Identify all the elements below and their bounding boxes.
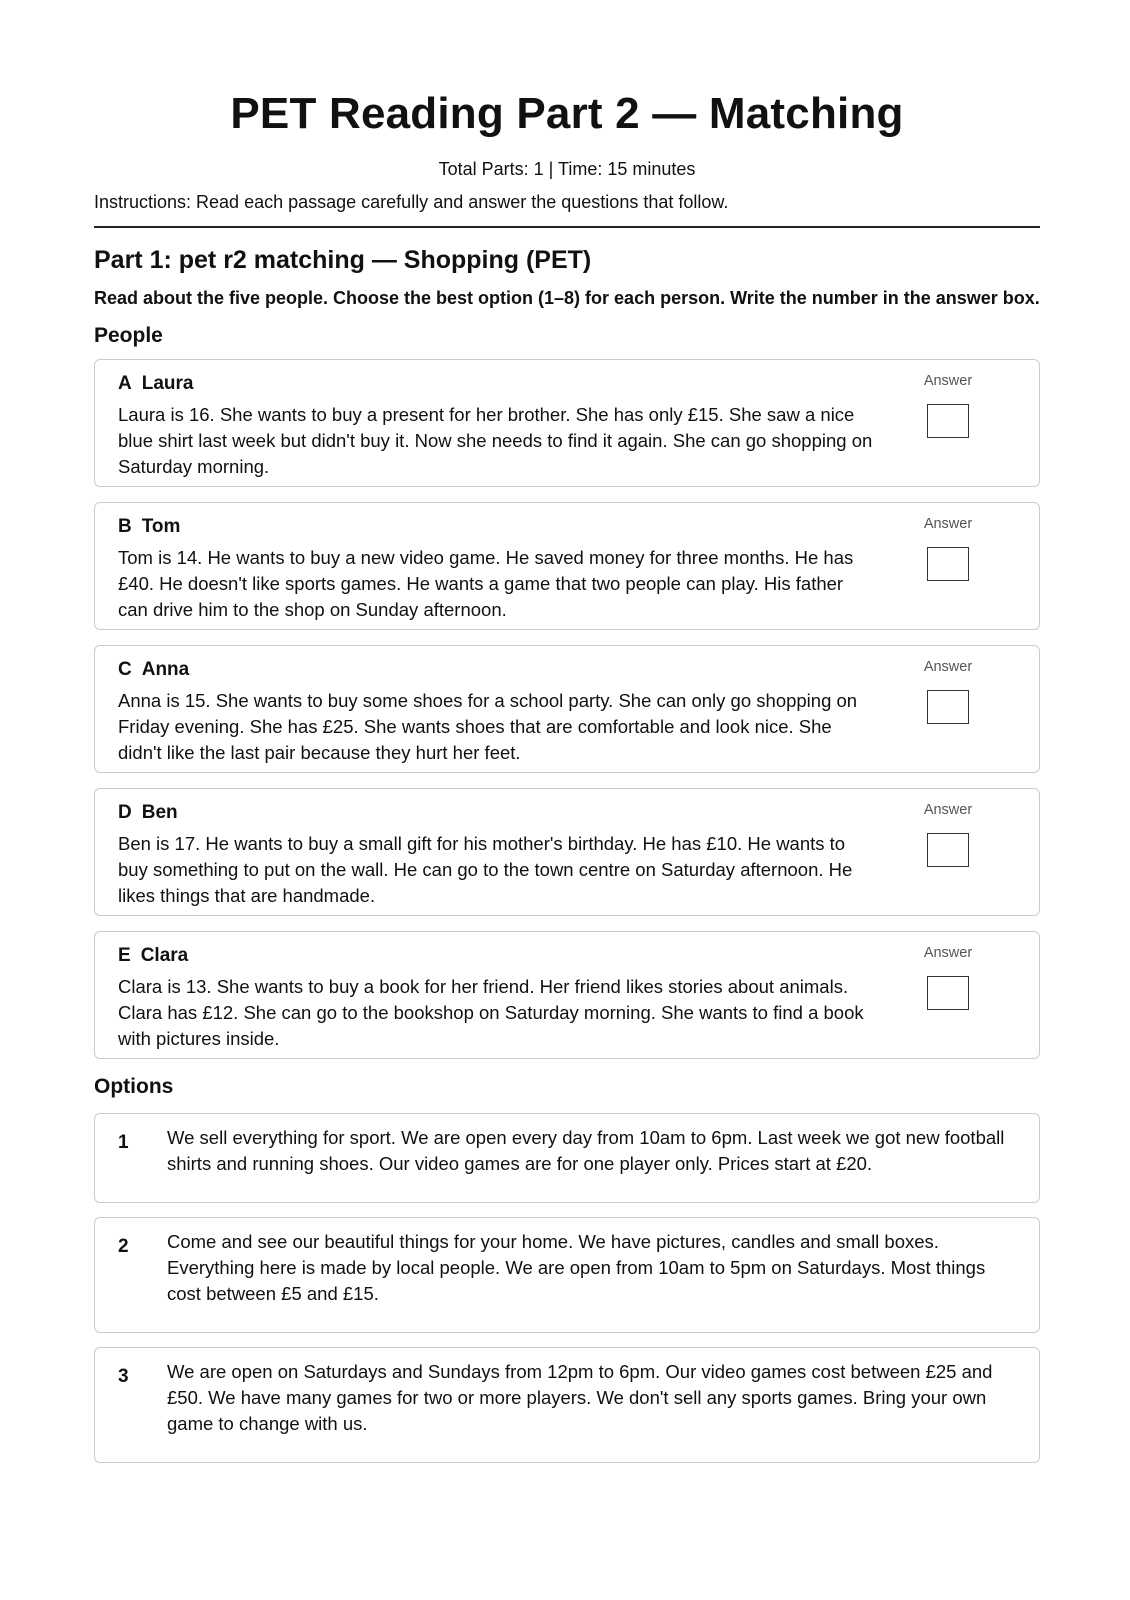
person-heading <box>118 515 180 539</box>
person-card-e <box>94 931 1040 1059</box>
person-letter: B <box>118 516 132 537</box>
person-description: Laura is 16. She wants to buy a present for her brother. She has only £15. She saw a nice blue shirt last week but didn't buy it. Now she needs to find it again. She can go shopping on Saturday morning. <box>118 404 873 477</box>
answer-area <box>913 515 983 581</box>
person-card-a <box>94 359 1040 487</box>
answer-label: Answer <box>923 659 973 675</box>
answer-area <box>913 658 983 724</box>
answer-label: Answer <box>923 945 973 961</box>
answer-label: Answer <box>923 373 973 389</box>
answer-box-b[interactable] <box>927 547 969 581</box>
exam-page <box>94 0 1040 1477</box>
person-name: Ben <box>141 802 178 823</box>
option-number: 2 <box>118 1236 129 1257</box>
person-heading <box>118 801 178 825</box>
person-description: Anna is 15. She wants to buy some shoes for a school party. She can only go shopping on Friday evening. She has £25. She wants shoes that are comfortable and look nice. She didn't like the last pair because they hurt her feet. <box>118 690 858 763</box>
options-heading: Options <box>94 1075 174 1098</box>
people-heading: People <box>94 324 163 347</box>
option-text: Come and see our beautiful things for your home. We have pictures, candles and small boxes. Everything here is made by local people. We are open from 10am to 5pm on Saturdays. Most things cost between £5 and £15. <box>167 1231 986 1304</box>
person-letter: D <box>118 802 132 823</box>
person-heading <box>118 944 188 968</box>
answer-box-d[interactable] <box>927 833 969 867</box>
person-name: Anna <box>141 659 190 680</box>
answer-label: Answer <box>923 802 973 818</box>
person-description: Ben is 17. He wants to buy a small gift for his mother's birthday. He has £10. He wants to buy something to put on the wall. He can go to the town centre on Saturday afternoon. He likes things that are handmade. <box>118 833 853 906</box>
person-letter: E <box>118 945 131 966</box>
exam-meta: Total Parts: 1 | Time: 15 minutes <box>438 159 696 179</box>
answer-box-c[interactable] <box>927 690 969 724</box>
person-heading <box>118 372 193 396</box>
general-instructions: Instructions: Read each passage carefully and answer the questions that follow. <box>94 190 1040 228</box>
person-description: Tom is 14. He wants to buy a new video game. He saved money for three months. He has £40. He doesn't like sports games. He wants a game that two people can play. His father can drive him to the shop on Sunday afternoon. <box>118 547 854 620</box>
person-letter: A <box>118 373 132 394</box>
option-card-1 <box>94 1113 1040 1203</box>
person-card-b <box>94 502 1040 630</box>
person-name: Tom <box>141 516 181 537</box>
person-name: Clara <box>140 945 189 966</box>
person-card-c <box>94 645 1040 773</box>
option-card-3 <box>94 1347 1040 1463</box>
option-number: 3 <box>118 1366 129 1387</box>
answer-area <box>913 372 983 438</box>
options-list <box>94 1113 1040 1463</box>
answer-area <box>913 944 983 1010</box>
option-card-2 <box>94 1217 1040 1333</box>
person-heading <box>118 658 189 682</box>
option-text: We are open on Saturdays and Sundays from 12pm to 6pm. Our video games cost between £25 and £50. We have many games for two or more players. We don't sell any sports games. Bring your own game to change with us. <box>167 1361 993 1434</box>
answer-box-a[interactable] <box>927 404 969 438</box>
part-heading: Part 1: pet r2 matching — Shopping (PET) <box>94 246 592 274</box>
person-card-d <box>94 788 1040 916</box>
part-instruction: Read about the five people. Choose the best option (1–8) for each person. Write the number in the answer box. <box>94 288 1040 308</box>
answer-box-e[interactable] <box>927 976 969 1010</box>
answer-label: Answer <box>923 516 973 532</box>
answer-area <box>913 801 983 867</box>
option-number: 1 <box>118 1132 129 1153</box>
people-list <box>94 359 1040 1059</box>
option-text: We sell everything for sport. We are open every day from 10am to 6pm. Last week we got new football shirts and running shoes. Our video games are for one player only. Prices start at £20. <box>167 1127 1005 1174</box>
person-description: Clara is 13. She wants to buy a book for her friend. Her friend likes stories about animals. Clara has £12. She can go to the bookshop on Saturday morning. She wants to find a book with pictures inside. <box>118 976 864 1049</box>
page-title: PET Reading Part 2 — Matching <box>230 89 904 138</box>
person-name: Laura <box>141 373 194 394</box>
person-letter: C <box>118 659 132 680</box>
